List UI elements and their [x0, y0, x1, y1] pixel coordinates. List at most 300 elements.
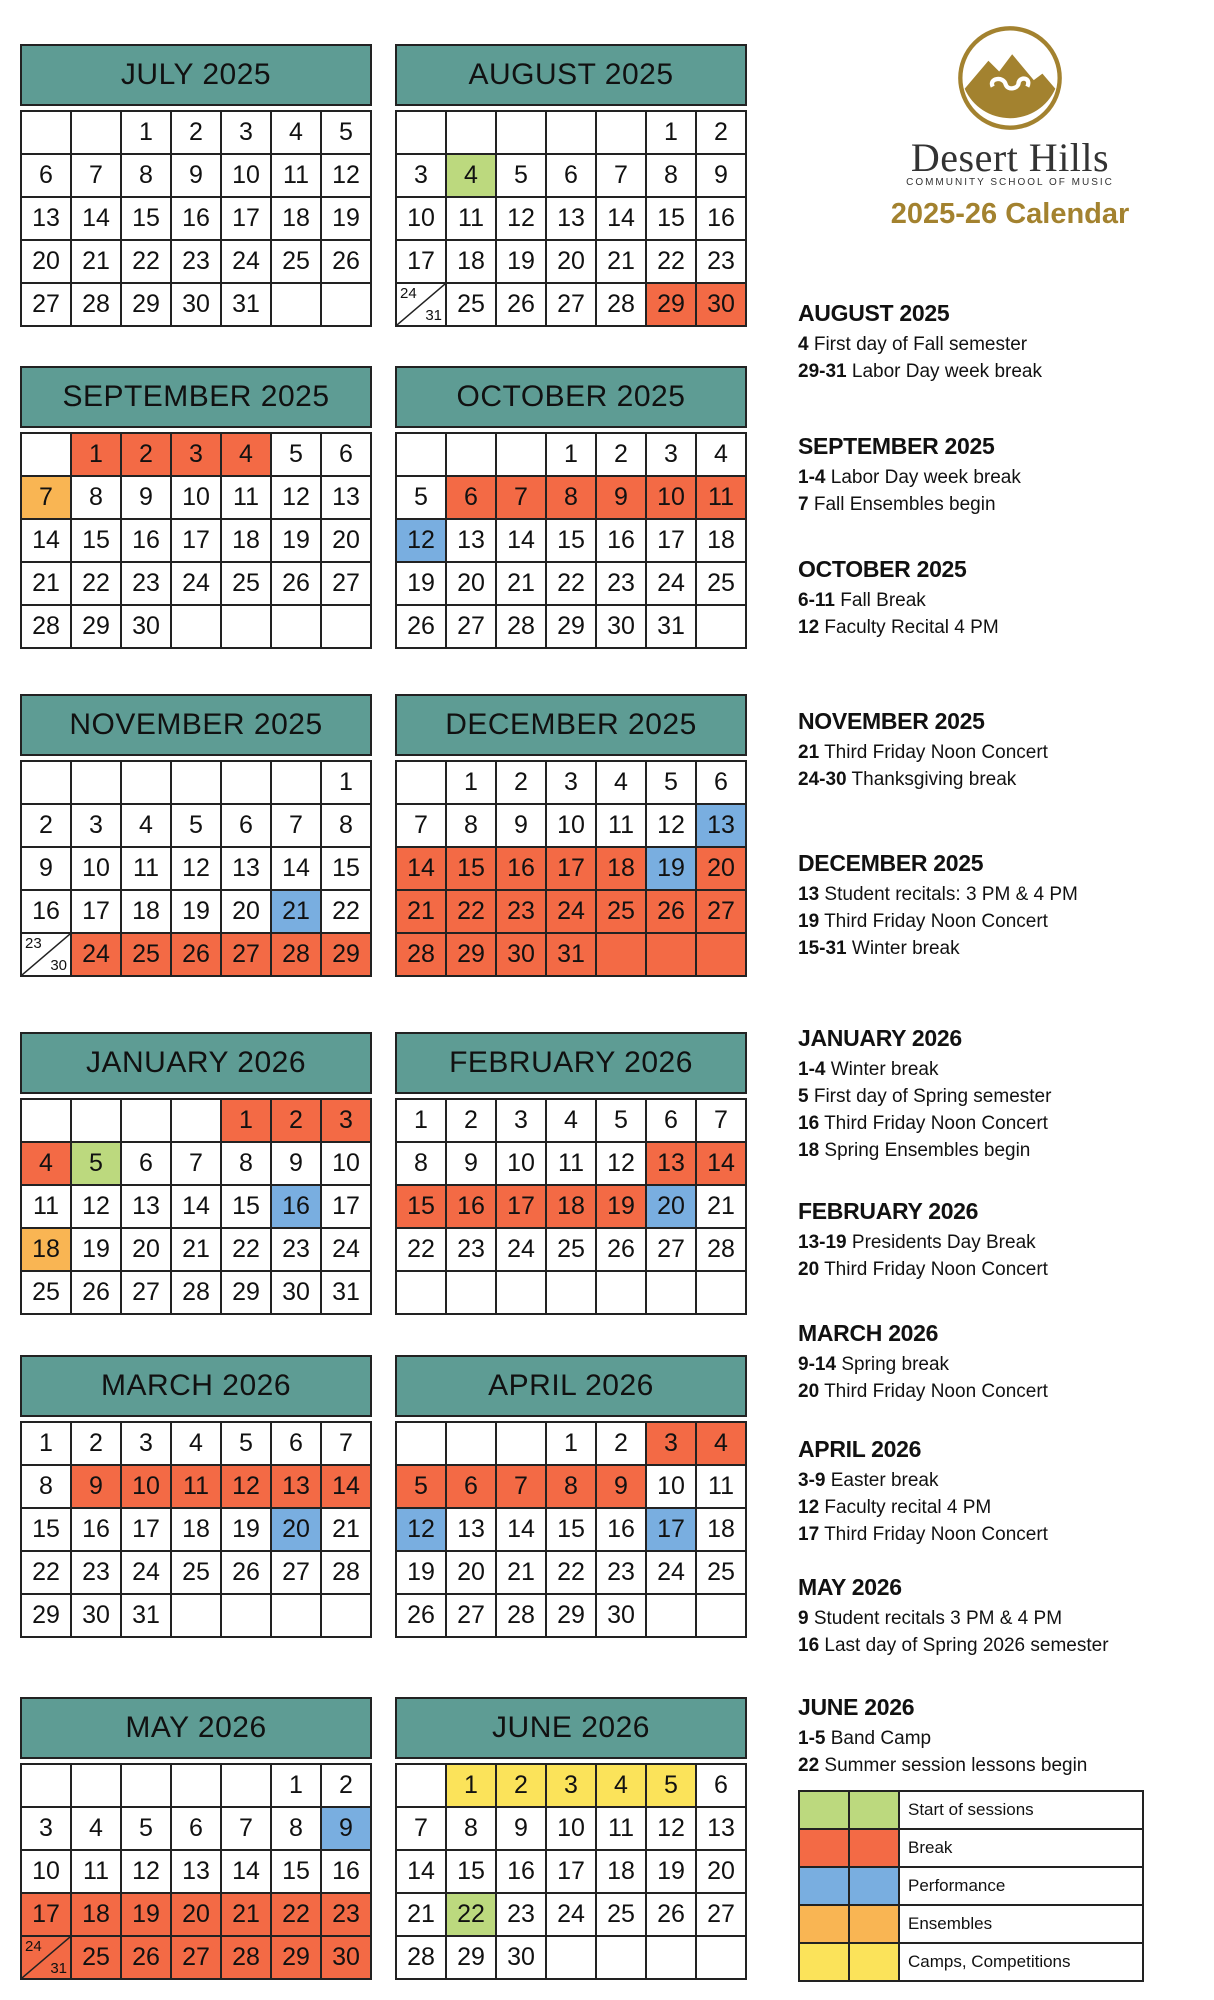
day-cell: 15 [122, 198, 172, 241]
day-cell [172, 1100, 222, 1143]
day-cell: 28 [272, 934, 322, 977]
day-cell: 7 [397, 805, 447, 848]
day-cell: 12 [72, 1186, 122, 1229]
day-cell: 25 [597, 1894, 647, 1937]
day-cell [447, 1272, 497, 1315]
day-cell: 5 [497, 155, 547, 198]
day-cell: 1 [647, 112, 697, 155]
event-item [798, 1229, 1208, 1256]
event-item [798, 1521, 1208, 1548]
day-cell: 25 [697, 563, 747, 606]
day-cell: 20 [447, 563, 497, 606]
day-cell [547, 1272, 597, 1315]
event-month-heading: DECEMBER 2025 [798, 850, 984, 876]
day-cell: 9 [497, 805, 547, 848]
day-cell: 28 [497, 606, 547, 649]
day-cell: 30 [122, 606, 172, 649]
event-date: 1-4 [798, 1059, 826, 1080]
day-cell: 23 [322, 1894, 372, 1937]
day-cell: 5 [647, 1765, 697, 1808]
day-cell: 21 [222, 1894, 272, 1937]
day-cell: 22 [272, 1894, 322, 1937]
day-cell: 8 [222, 1143, 272, 1186]
day-cell: 4 [272, 112, 322, 155]
day-cell: 14 [72, 198, 122, 241]
month-title: SEPTEMBER 2025 [20, 366, 372, 428]
legend [798, 1790, 1144, 1982]
day-cell: 10 [497, 1143, 547, 1186]
event-date: 13-19 [798, 1232, 847, 1253]
legend-swatch [850, 1792, 900, 1830]
event-text: Student recitals 3 PM & 4 PM [813, 1608, 1063, 1629]
day-cell: 30 [72, 1595, 122, 1638]
day-cell: 2 [72, 1423, 122, 1466]
day-cell: 14 [272, 848, 322, 891]
day-cell: 3 [172, 434, 222, 477]
day-cell: 27 [322, 563, 372, 606]
day-cell: 14 [397, 848, 447, 891]
month-title: MARCH 2026 [20, 1355, 372, 1417]
event-text: Winter break [830, 1059, 939, 1080]
event-item [798, 766, 1208, 793]
month-calendar [395, 366, 747, 649]
day-cell [272, 284, 322, 327]
day-cell: 9 [697, 155, 747, 198]
day-cell [172, 1765, 222, 1808]
event-item [798, 908, 1208, 935]
day-cell: 15 [547, 520, 597, 563]
day-cell: 5 [172, 805, 222, 848]
day-cell: 26 [647, 1894, 697, 1937]
legend-swatch [800, 1830, 850, 1868]
event-date: 7 [798, 494, 809, 515]
day-cell: 10 [122, 1466, 172, 1509]
event-text: Easter break [830, 1470, 939, 1491]
day-cell: 29 [272, 1937, 322, 1980]
day-cell: 31 [647, 606, 697, 649]
day-cell: 15 [222, 1186, 272, 1229]
day-cell: 19 [397, 563, 447, 606]
month-calendar [20, 1032, 372, 1315]
day-cell: 17 [72, 891, 122, 934]
day-cell [172, 606, 222, 649]
day-cell: 13 [22, 198, 72, 241]
day-cell: 22 [547, 563, 597, 606]
day-cell [647, 1937, 697, 1980]
day-cell: 1 [122, 112, 172, 155]
month-title: NOVEMBER 2025 [20, 694, 372, 756]
day-cell: 6 [122, 1143, 172, 1186]
day-cell: 28 [497, 1595, 547, 1638]
day-cell: 28 [222, 1937, 272, 1980]
day-cell [122, 1765, 172, 1808]
day-cell: 9 [447, 1143, 497, 1186]
day-cell: 16 [172, 198, 222, 241]
event-text: Faculty Recital 4 PM [824, 617, 999, 638]
event-date: 15-31 [798, 938, 847, 959]
day-cell: 23 [122, 563, 172, 606]
event-date: 12 [798, 1497, 820, 1518]
event-date: 24-30 [798, 769, 847, 790]
day-cell: 8 [547, 477, 597, 520]
day-cell: 28 [397, 1937, 447, 1980]
day-cell: 20 [122, 1229, 172, 1272]
event-item [798, 1137, 1208, 1164]
event-text: Fall Ensembles begin [813, 494, 996, 515]
event-date: 16 [798, 1635, 820, 1656]
day-cell: 1 [547, 434, 597, 477]
day-cell: 21 [272, 891, 322, 934]
day-cell: 28 [597, 284, 647, 327]
day-cell: 24 [222, 241, 272, 284]
day-cell [497, 434, 547, 477]
day-cell: 10 [547, 805, 597, 848]
day-cell: 16 [497, 848, 547, 891]
day-cell: 23 [497, 891, 547, 934]
day-cell: 22 [447, 891, 497, 934]
month-title: AUGUST 2025 [395, 44, 747, 106]
day-cell: 17 [122, 1509, 172, 1552]
day-cell: 21 [497, 1552, 547, 1595]
day-cell: 3 [397, 155, 447, 198]
day-cell: 1 [222, 1100, 272, 1143]
month-title: JUNE 2026 [395, 1697, 747, 1759]
day-cell: 21 [397, 1894, 447, 1937]
day-cell: 9 [597, 477, 647, 520]
event-month-heading: AUGUST 2025 [798, 300, 950, 326]
day-cell [697, 606, 747, 649]
day-number-bottom: 31 [425, 307, 442, 324]
day-cell: 6 [22, 155, 72, 198]
day-cell: 26 [172, 934, 222, 977]
day-cell: 8 [447, 1808, 497, 1851]
legend-swatch [800, 1906, 850, 1944]
day-cell: 18 [697, 1509, 747, 1552]
day-cell: 17 [22, 1894, 72, 1937]
day-cell: 20 [547, 241, 597, 284]
day-cell: 15 [72, 520, 122, 563]
event-item [798, 331, 1208, 358]
event-date: 18 [798, 1140, 820, 1161]
day-cell: 19 [397, 1552, 447, 1595]
day-cell [597, 1937, 647, 1980]
day-cell: 14 [597, 198, 647, 241]
day-cell: 5 [222, 1423, 272, 1466]
day-number-top: 23 [25, 935, 42, 952]
school-subtitle: COMMUNITY SCHOOL OF MUSIC [906, 177, 1114, 188]
day-cell: 29 [22, 1595, 72, 1638]
day-cell: 2 [172, 112, 222, 155]
day-cell: 6 [697, 1765, 747, 1808]
month-calendar [395, 1697, 747, 1980]
day-cell: 5 [647, 762, 697, 805]
day-cell: 27 [447, 1595, 497, 1638]
day-cell: 13 [322, 477, 372, 520]
day-cell: 29 [222, 1272, 272, 1315]
month-grid [20, 1763, 372, 1980]
day-cell [497, 112, 547, 155]
day-cell [697, 934, 747, 977]
event-month-heading: MAY 2026 [798, 1574, 902, 1600]
event-month-heading: SEPTEMBER 2025 [798, 433, 995, 459]
legend-row [800, 1906, 1144, 1944]
day-cell: 10 [647, 1466, 697, 1509]
event-item [798, 1378, 1208, 1405]
day-cell [697, 1937, 747, 1980]
day-cell: 17 [222, 198, 272, 241]
day-cell: 20 [697, 1851, 747, 1894]
event-text: Third Friday Noon Concert [824, 1113, 1048, 1134]
day-cell [172, 1595, 222, 1638]
school-name: Desert Hills [910, 135, 1110, 180]
legend-label: Camps, Competitions [900, 1944, 1144, 1982]
day-cell: 7 [222, 1808, 272, 1851]
day-cell: 24 [172, 563, 222, 606]
month-grid [20, 760, 372, 977]
event-text: Band Camp [830, 1728, 932, 1749]
day-cell: 21 [497, 563, 547, 606]
day-cell [322, 284, 372, 327]
day-cell: 26 [272, 563, 322, 606]
day-cell: 15 [322, 848, 372, 891]
legend-swatch [850, 1906, 900, 1944]
day-cell: 21 [72, 241, 122, 284]
day-cell: 12 [647, 1808, 697, 1851]
month-title: MAY 2026 [20, 1697, 372, 1759]
day-cell: 7 [397, 1808, 447, 1851]
day-cell: 16 [322, 1851, 372, 1894]
event-group [798, 300, 1208, 385]
day-cell: 27 [222, 934, 272, 977]
day-cell: 9 [272, 1143, 322, 1186]
day-cell: 26 [597, 1229, 647, 1272]
day-cell: 28 [322, 1552, 372, 1595]
day-cell: 4 [697, 1423, 747, 1466]
day-cell: 15 [272, 1851, 322, 1894]
day-cell: 6 [647, 1100, 697, 1143]
day-cell: 24 [547, 1894, 597, 1937]
event-date: 1-4 [798, 467, 826, 488]
event-text: Labor Day week break [830, 467, 1021, 488]
day-cell: 24 [72, 934, 122, 977]
day-cell: 4 [122, 805, 172, 848]
day-cell: 1 [447, 762, 497, 805]
day-cell: 1 [547, 1423, 597, 1466]
day-cell: 12 [397, 520, 447, 563]
event-group [798, 1436, 1208, 1548]
legend-label: Performance [900, 1868, 1144, 1906]
month-grid [395, 432, 747, 649]
day-cell: 25 [272, 241, 322, 284]
event-text: Presidents Day Break [851, 1232, 1036, 1253]
day-cell: 22 [22, 1552, 72, 1595]
day-cell: 25 [122, 934, 172, 977]
day-cell: 6 [272, 1423, 322, 1466]
day-number-bottom: 31 [50, 1960, 67, 1977]
day-cell: 23 [72, 1552, 122, 1595]
day-cell [22, 1765, 72, 1808]
day-cell: 2 [272, 1100, 322, 1143]
day-cell: 12 [497, 198, 547, 241]
month-title: OCTOBER 2025 [395, 366, 747, 428]
day-cell [497, 1272, 547, 1315]
day-cell: 2 [697, 112, 747, 155]
day-cell [22, 762, 72, 805]
legend-row [800, 1830, 1144, 1868]
day-cell [22, 112, 72, 155]
day-cell: 8 [272, 1808, 322, 1851]
day-cell: 21 [697, 1186, 747, 1229]
day-cell: 4 [597, 1765, 647, 1808]
day-cell: 3 [547, 1765, 597, 1808]
day-cell: 21 [172, 1229, 222, 1272]
day-cell: 29 [647, 284, 697, 327]
event-month-heading: NOVEMBER 2025 [798, 708, 985, 734]
day-cell: 18 [72, 1894, 122, 1937]
day-cell: 29 [447, 1937, 497, 1980]
day-cell: 3 [72, 805, 122, 848]
event-text: Third Friday Noon Concert [824, 1524, 1048, 1545]
event-date: 12 [798, 617, 820, 638]
day-cell [72, 1100, 122, 1143]
event-item [798, 1494, 1208, 1521]
day-cell [222, 1765, 272, 1808]
month-calendar [395, 1355, 747, 1638]
day-cell: 17 [397, 241, 447, 284]
day-cell: 25 [22, 1272, 72, 1315]
day-cell: 4 [172, 1423, 222, 1466]
day-cell: 20 [222, 891, 272, 934]
day-cell: 15 [397, 1186, 447, 1229]
day-cell: 6 [697, 762, 747, 805]
event-item [798, 1056, 1208, 1083]
day-cell [72, 762, 122, 805]
day-number-top: 24 [25, 1938, 42, 1955]
event-item [798, 614, 1208, 641]
day-cell: 22 [447, 1894, 497, 1937]
day-cell: 7 [72, 155, 122, 198]
day-cell: 10 [172, 477, 222, 520]
day-cell: 15 [547, 1509, 597, 1552]
day-cell: 4 [597, 762, 647, 805]
day-cell: 3 [647, 1423, 697, 1466]
day-cell: 26 [222, 1552, 272, 1595]
day-cell: 30 [697, 284, 747, 327]
day-cell: 27 [447, 606, 497, 649]
day-cell: 6 [222, 805, 272, 848]
day-cell: 14 [497, 1509, 547, 1552]
event-group [798, 708, 1208, 793]
event-text: First day of Spring semester [813, 1086, 1052, 1107]
day-cell [172, 762, 222, 805]
day-cell [222, 762, 272, 805]
day-cell: 23 [697, 241, 747, 284]
day-cell: 26 [647, 891, 697, 934]
day-cell: 14 [22, 520, 72, 563]
day-cell: 12 [322, 155, 372, 198]
day-cell: 15 [447, 848, 497, 891]
event-text: Student recitals: 3 PM & 4 PM [824, 884, 1078, 905]
day-cell: 28 [22, 606, 72, 649]
day-cell: 5 [322, 112, 372, 155]
day-cell: 22 [72, 563, 122, 606]
day-cell: 17 [547, 848, 597, 891]
day-cell: 2 [322, 1765, 372, 1808]
day-cell [397, 1272, 447, 1315]
day-cell: 16 [122, 520, 172, 563]
day-cell: 31 [122, 1595, 172, 1638]
day-cell: 26 [397, 1595, 447, 1638]
day-cell: 7 [172, 1143, 222, 1186]
day-cell [597, 112, 647, 155]
event-item [798, 491, 1208, 518]
day-cell: 13 [447, 1509, 497, 1552]
event-group [798, 556, 1208, 641]
day-cell: 20 [322, 520, 372, 563]
day-cell: 2 [597, 1423, 647, 1466]
day-cell: 18 [222, 520, 272, 563]
event-text: Spring Ensembles begin [824, 1140, 1031, 1161]
event-item [798, 1632, 1208, 1659]
day-cell: 7 [272, 805, 322, 848]
day-cell: 19 [647, 848, 697, 891]
month-calendar [20, 44, 372, 327]
day-cell [397, 1423, 447, 1466]
day-cell: 25 [72, 1937, 122, 1980]
day-cell: 24 [122, 1552, 172, 1595]
event-group [798, 1574, 1208, 1659]
day-cell [322, 606, 372, 649]
day-cell: 27 [272, 1552, 322, 1595]
day-cell: 13 [447, 520, 497, 563]
day-cell: 19 [272, 520, 322, 563]
day-cell: 16 [22, 891, 72, 934]
day-cell: 11 [272, 155, 322, 198]
day-cell [597, 934, 647, 977]
legend-label: Start of sessions [900, 1792, 1144, 1830]
month-calendar [20, 694, 372, 977]
day-cell: 30 [497, 934, 547, 977]
day-cell [272, 762, 322, 805]
day-cell: 27 [547, 284, 597, 327]
day-cell: 25 [447, 284, 497, 327]
day-cell: 28 [697, 1229, 747, 1272]
day-cell: 9 [22, 848, 72, 891]
day-cell: 20 [172, 1894, 222, 1937]
day-cell [122, 762, 172, 805]
day-cell: 15 [447, 1851, 497, 1894]
day-cell: 18 [22, 1229, 72, 1272]
day-cell: 18 [172, 1509, 222, 1552]
day-cell [122, 1100, 172, 1143]
day-cell: 17 [647, 1509, 697, 1552]
event-text: Fall Break [840, 590, 926, 611]
day-cell: 9 [497, 1808, 547, 1851]
day-cell: 18 [697, 520, 747, 563]
event-item [798, 464, 1208, 491]
event-item [798, 358, 1208, 385]
day-cell: 20 [697, 848, 747, 891]
month-title: JULY 2025 [20, 44, 372, 106]
day-cell: 1 [447, 1765, 497, 1808]
day-cell: 11 [597, 805, 647, 848]
month-calendar [395, 44, 747, 327]
day-cell: 26 [122, 1937, 172, 1980]
day-cell: 11 [72, 1851, 122, 1894]
month-grid [395, 110, 747, 327]
month-grid [395, 1763, 747, 1980]
day-cell: 19 [597, 1186, 647, 1229]
